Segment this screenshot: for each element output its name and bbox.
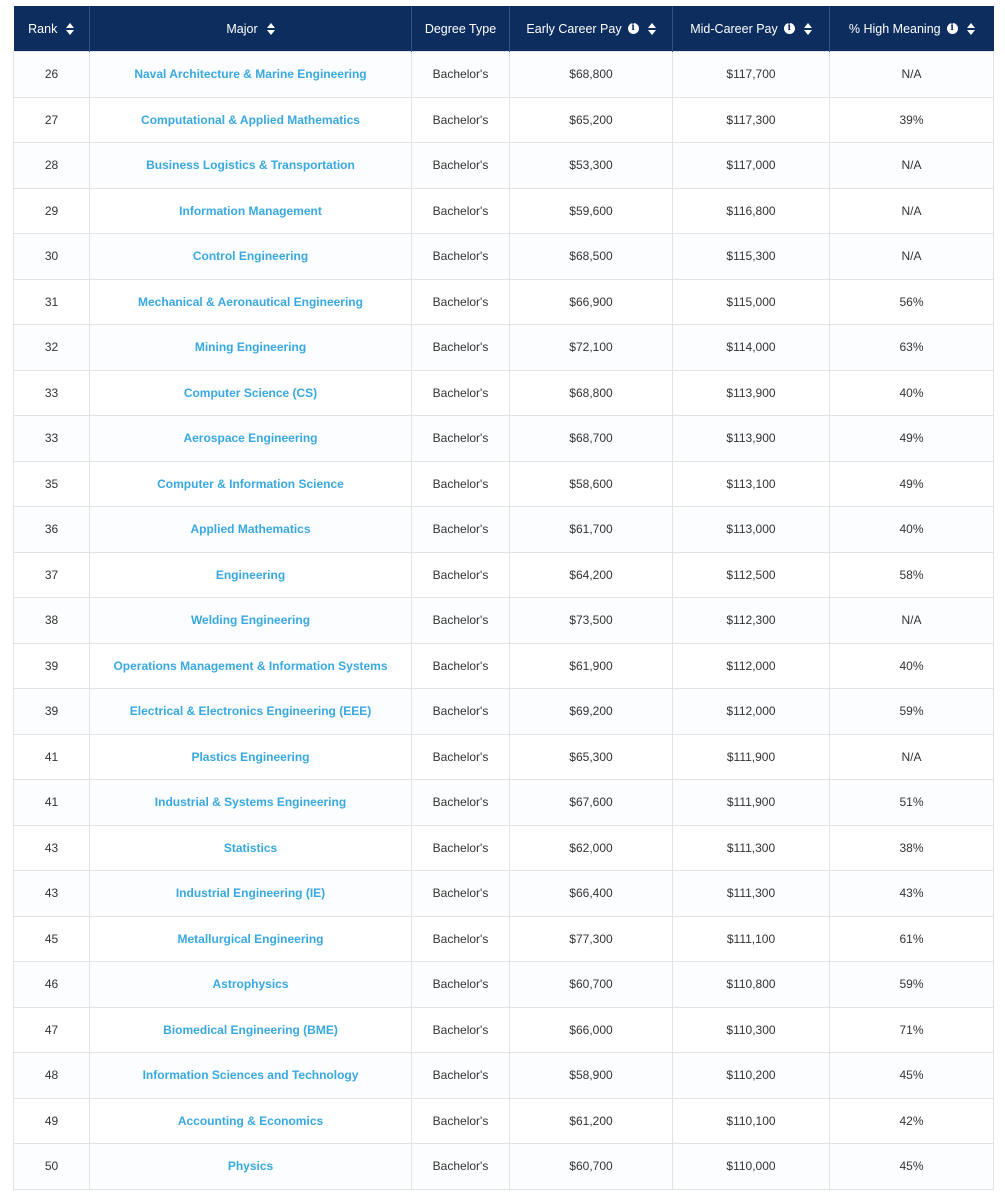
- header-mid-career-pay[interactable]: [673, 6, 830, 52]
- major-cell: [90, 916, 412, 962]
- mid-career-pay-cell: $117,000: [673, 143, 830, 189]
- mid-career-pay-cell: $115,000: [673, 279, 830, 325]
- rank-cell: 45: [14, 916, 90, 962]
- sort-icon[interactable]: [267, 23, 275, 35]
- table-row: [14, 279, 994, 325]
- mid-career-pay-cell: $113,900: [673, 370, 830, 416]
- major-cell: [90, 143, 412, 189]
- table-row: [14, 916, 994, 962]
- mid-career-pay-cell: $111,900: [673, 734, 830, 780]
- rank-cell: 35: [14, 461, 90, 507]
- rank-cell: 27: [14, 97, 90, 143]
- major-cell: [90, 279, 412, 325]
- mid-career-pay-cell: $116,800: [673, 188, 830, 234]
- degree-type-cell: Bachelor's: [412, 461, 510, 507]
- table-row: [14, 1053, 994, 1099]
- early-career-pay-cell: $64,200: [510, 552, 673, 598]
- mid-career-pay-cell: $110,100: [673, 1098, 830, 1144]
- high-meaning-cell: 40%: [830, 643, 994, 689]
- major-cell: [90, 1098, 412, 1144]
- early-career-pay-cell: $60,700: [510, 1144, 673, 1190]
- sort-icon[interactable]: [967, 23, 975, 35]
- early-career-pay-cell: $58,600: [510, 461, 673, 507]
- major-cell: [90, 871, 412, 917]
- early-career-pay-cell: $66,900: [510, 279, 673, 325]
- table-row: [14, 780, 994, 826]
- early-career-pay-cell: $77,300: [510, 916, 673, 962]
- major-cell: [90, 1007, 412, 1053]
- major-cell: [90, 734, 412, 780]
- mid-career-pay-cell: $112,000: [673, 643, 830, 689]
- degree-type-cell: Bachelor's: [412, 234, 510, 280]
- high-meaning-cell: 63%: [830, 325, 994, 371]
- early-career-pay-cell: $58,900: [510, 1053, 673, 1099]
- table-row: [14, 1007, 994, 1053]
- rank-cell: 41: [14, 780, 90, 826]
- sort-icon[interactable]: [66, 23, 74, 35]
- table-row: [14, 825, 994, 871]
- early-career-pay-cell: $61,200: [510, 1098, 673, 1144]
- major-link[interactable]: Computational & Applied Mathematics: [141, 112, 360, 127]
- major-cell: [90, 188, 412, 234]
- major-link[interactable]: Information Sciences and Technology: [142, 1068, 359, 1083]
- high-meaning-cell: 49%: [830, 461, 994, 507]
- major-link[interactable]: Business Logistics & Transportation: [146, 158, 355, 173]
- major-link[interactable]: Naval Architecture & Marine Engineering: [134, 67, 367, 82]
- rank-cell: 32: [14, 325, 90, 371]
- rank-cell: 31: [14, 279, 90, 325]
- major-link[interactable]: Mining Engineering: [194, 340, 307, 355]
- major-link[interactable]: Physics: [227, 1159, 274, 1174]
- major-cell: [90, 962, 412, 1008]
- degree-type-cell: Bachelor's: [412, 188, 510, 234]
- table-body: [14, 52, 994, 1190]
- rank-cell: 39: [14, 643, 90, 689]
- high-meaning-cell: 45%: [830, 1144, 994, 1190]
- rank-cell: 36: [14, 507, 90, 553]
- table-row: [14, 598, 994, 644]
- major-link[interactable]: Computer & Information Science: [157, 476, 344, 491]
- table-row: [14, 552, 994, 598]
- major-link[interactable]: Applied Mathematics: [190, 522, 311, 537]
- major-link[interactable]: Plastics Engineering: [191, 749, 310, 764]
- high-meaning-cell: N/A: [830, 234, 994, 280]
- high-meaning-cell: 58%: [830, 552, 994, 598]
- major-link[interactable]: Computer Science (CS): [183, 385, 318, 400]
- table-row: [14, 643, 994, 689]
- early-career-pay-cell: $65,300: [510, 734, 673, 780]
- major-link[interactable]: Engineering: [215, 567, 286, 582]
- salary-table-container: [13, 6, 993, 1190]
- sort-icon[interactable]: [804, 23, 812, 35]
- info-icon[interactable]: i: [947, 23, 958, 34]
- header-degree-type: [412, 6, 510, 52]
- rank-cell: 33: [14, 416, 90, 462]
- major-cell: [90, 598, 412, 644]
- high-meaning-cell: N/A: [830, 52, 994, 98]
- salary-rankings-table: [13, 6, 994, 1190]
- table-row: [14, 416, 994, 462]
- early-career-pay-cell: $62,000: [510, 825, 673, 871]
- header-major[interactable]: [90, 6, 412, 52]
- table-row: [14, 143, 994, 189]
- high-meaning-cell: N/A: [830, 143, 994, 189]
- info-icon[interactable]: i: [784, 23, 795, 34]
- rank-cell: 43: [14, 871, 90, 917]
- sort-icon[interactable]: [648, 23, 656, 35]
- rank-cell: 50: [14, 1144, 90, 1190]
- high-meaning-cell: 40%: [830, 507, 994, 553]
- mid-career-pay-cell: $111,900: [673, 780, 830, 826]
- early-career-pay-cell: $68,800: [510, 370, 673, 416]
- rank-cell: 39: [14, 689, 90, 735]
- high-meaning-cell: 51%: [830, 780, 994, 826]
- table-row: [14, 871, 994, 917]
- degree-type-cell: Bachelor's: [412, 325, 510, 371]
- major-cell: [90, 461, 412, 507]
- high-meaning-cell: 43%: [830, 871, 994, 917]
- table-row: [14, 962, 994, 1008]
- rank-cell: 49: [14, 1098, 90, 1144]
- high-meaning-cell: 56%: [830, 279, 994, 325]
- early-career-pay-cell: $65,200: [510, 97, 673, 143]
- mid-career-pay-cell: $110,000: [673, 1144, 830, 1190]
- major-link[interactable]: Biomedical Engineering (BME): [163, 1022, 338, 1037]
- mid-career-pay-cell: $111,300: [673, 825, 830, 871]
- high-meaning-cell: 59%: [830, 689, 994, 735]
- rank-cell: 26: [14, 52, 90, 98]
- rank-cell: 47: [14, 1007, 90, 1053]
- table-row: [14, 97, 994, 143]
- major-cell: [90, 1053, 412, 1099]
- major-cell: [90, 234, 412, 280]
- major-cell: [90, 52, 412, 98]
- high-meaning-cell: N/A: [830, 734, 994, 780]
- table-row: [14, 188, 994, 234]
- header-rank[interactable]: [14, 6, 90, 52]
- table-row: [14, 1144, 994, 1190]
- degree-type-cell: Bachelor's: [412, 370, 510, 416]
- header-high-meaning-label: % High Meaning: [848, 21, 941, 36]
- major-link[interactable]: Metallurgical Engineering: [177, 931, 324, 946]
- early-career-pay-cell: $73,500: [510, 598, 673, 644]
- early-career-pay-cell: $59,600: [510, 188, 673, 234]
- degree-type-cell: Bachelor's: [412, 552, 510, 598]
- rank-cell: 41: [14, 734, 90, 780]
- major-cell: [90, 325, 412, 371]
- degree-type-cell: Bachelor's: [412, 279, 510, 325]
- early-career-pay-cell: $66,000: [510, 1007, 673, 1053]
- high-meaning-cell: 71%: [830, 1007, 994, 1053]
- header-degree-type-label: Degree Type: [424, 21, 497, 36]
- mid-career-pay-cell: $112,500: [673, 552, 830, 598]
- high-meaning-cell: 59%: [830, 962, 994, 1008]
- high-meaning-cell: 40%: [830, 370, 994, 416]
- early-career-pay-cell: $60,700: [510, 962, 673, 1008]
- mid-career-pay-cell: $111,300: [673, 871, 830, 917]
- high-meaning-cell: 38%: [830, 825, 994, 871]
- major-link[interactable]: Industrial & Systems Engineering: [154, 795, 347, 810]
- early-career-pay-cell: $68,500: [510, 234, 673, 280]
- degree-type-cell: Bachelor's: [412, 52, 510, 98]
- mid-career-pay-cell: $112,000: [673, 689, 830, 735]
- mid-career-pay-cell: $113,000: [673, 507, 830, 553]
- rank-cell: 33: [14, 370, 90, 416]
- major-link[interactable]: Mechanical & Aeronautical Engineering: [138, 294, 363, 309]
- major-cell: [90, 552, 412, 598]
- major-cell: [90, 1144, 412, 1190]
- early-career-pay-cell: $53,300: [510, 143, 673, 189]
- degree-type-cell: Bachelor's: [412, 143, 510, 189]
- table-row: [14, 370, 994, 416]
- degree-type-cell: Bachelor's: [412, 780, 510, 826]
- table-row: [14, 507, 994, 553]
- major-cell: [90, 416, 412, 462]
- table-row: [14, 234, 994, 280]
- table-row: [14, 325, 994, 371]
- major-link[interactable]: Operations Management & Information Systems: [113, 658, 388, 673]
- rank-cell: 28: [14, 143, 90, 189]
- table-row: [14, 52, 994, 98]
- degree-type-cell: Bachelor's: [412, 916, 510, 962]
- degree-type-cell: Bachelor's: [412, 643, 510, 689]
- early-career-pay-cell: $61,900: [510, 643, 673, 689]
- major-link[interactable]: Welding Engineering: [190, 613, 311, 628]
- high-meaning-cell: 61%: [830, 916, 994, 962]
- mid-career-pay-cell: $117,300: [673, 97, 830, 143]
- degree-type-cell: Bachelor's: [412, 1144, 510, 1190]
- table-row: [14, 689, 994, 735]
- mid-career-pay-cell: $113,100: [673, 461, 830, 507]
- rank-cell: 30: [14, 234, 90, 280]
- mid-career-pay-cell: $117,700: [673, 52, 830, 98]
- mid-career-pay-cell: $115,300: [673, 234, 830, 280]
- degree-type-cell: Bachelor's: [412, 507, 510, 553]
- mid-career-pay-cell: $112,300: [673, 598, 830, 644]
- major-cell: [90, 643, 412, 689]
- header-early-career-pay[interactable]: [510, 6, 673, 52]
- mid-career-pay-cell: $110,800: [673, 962, 830, 1008]
- major-link[interactable]: Aerospace Engineering: [183, 431, 318, 446]
- high-meaning-cell: 39%: [830, 97, 994, 143]
- major-link[interactable]: Electrical & Electronics Engineering (EEE): [129, 704, 372, 719]
- major-link[interactable]: Control Engineering: [192, 249, 309, 264]
- major-link[interactable]: Information Management: [179, 203, 322, 218]
- degree-type-cell: Bachelor's: [412, 871, 510, 917]
- high-meaning-cell: 49%: [830, 416, 994, 462]
- rank-cell: 29: [14, 188, 90, 234]
- mid-career-pay-cell: $110,300: [673, 1007, 830, 1053]
- degree-type-cell: Bachelor's: [412, 1098, 510, 1144]
- major-link[interactable]: Statistics: [223, 840, 278, 855]
- degree-type-cell: Bachelor's: [412, 1007, 510, 1053]
- early-career-pay-cell: $69,200: [510, 689, 673, 735]
- rank-cell: 37: [14, 552, 90, 598]
- major-link[interactable]: Accounting & Economics: [177, 1113, 324, 1128]
- table-header-row: [14, 6, 994, 52]
- major-link[interactable]: Astrophysics: [212, 977, 289, 992]
- header-high-meaning[interactable]: [830, 6, 994, 52]
- high-meaning-cell: 45%: [830, 1053, 994, 1099]
- header-rank-label: Rank: [28, 21, 58, 36]
- major-cell: [90, 370, 412, 416]
- mid-career-pay-cell: $111,100: [673, 916, 830, 962]
- mid-career-pay-cell: $113,900: [673, 416, 830, 462]
- major-cell: [90, 780, 412, 826]
- degree-type-cell: Bachelor's: [412, 689, 510, 735]
- rank-cell: 48: [14, 1053, 90, 1099]
- degree-type-cell: Bachelor's: [412, 97, 510, 143]
- early-career-pay-cell: $68,700: [510, 416, 673, 462]
- degree-type-cell: Bachelor's: [412, 1053, 510, 1099]
- major-cell: [90, 507, 412, 553]
- high-meaning-cell: 42%: [830, 1098, 994, 1144]
- info-icon[interactable]: i: [628, 23, 639, 34]
- header-major-label: Major: [226, 21, 258, 36]
- early-career-pay-cell: $68,800: [510, 52, 673, 98]
- table-row: [14, 1098, 994, 1144]
- mid-career-pay-cell: $114,000: [673, 325, 830, 371]
- rank-cell: 43: [14, 825, 90, 871]
- degree-type-cell: Bachelor's: [412, 825, 510, 871]
- early-career-pay-cell: $72,100: [510, 325, 673, 371]
- degree-type-cell: Bachelor's: [412, 962, 510, 1008]
- header-mid-career-pay-label: Mid-Career Pay: [690, 21, 778, 36]
- early-career-pay-cell: $66,400: [510, 871, 673, 917]
- mid-career-pay-cell: $110,200: [673, 1053, 830, 1099]
- table-row: [14, 734, 994, 780]
- early-career-pay-cell: $67,600: [510, 780, 673, 826]
- degree-type-cell: Bachelor's: [412, 416, 510, 462]
- rank-cell: 38: [14, 598, 90, 644]
- high-meaning-cell: N/A: [830, 598, 994, 644]
- degree-type-cell: Bachelor's: [412, 598, 510, 644]
- high-meaning-cell: N/A: [830, 188, 994, 234]
- early-career-pay-cell: $61,700: [510, 507, 673, 553]
- header-early-career-pay-label: Early Career Pay: [526, 21, 622, 36]
- major-cell: [90, 689, 412, 735]
- rank-cell: 46: [14, 962, 90, 1008]
- major-link[interactable]: Industrial Engineering (IE): [175, 886, 326, 901]
- degree-type-cell: Bachelor's: [412, 734, 510, 780]
- major-cell: [90, 97, 412, 143]
- table-row: [14, 461, 994, 507]
- major-cell: [90, 825, 412, 871]
